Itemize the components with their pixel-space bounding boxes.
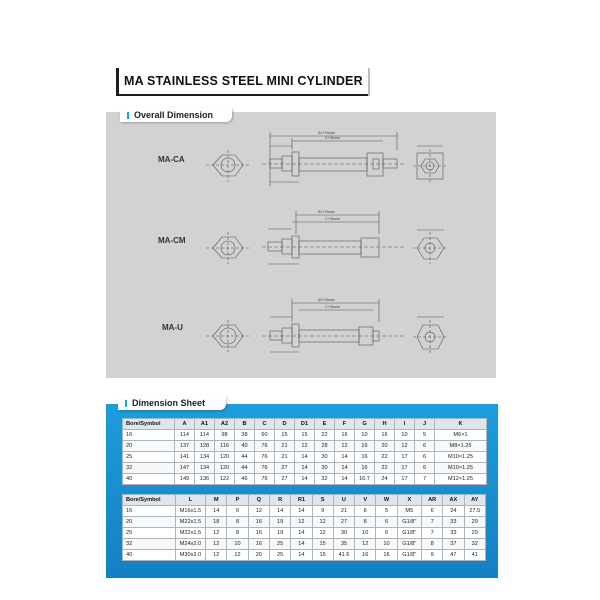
- value-cell: 14: [295, 474, 315, 485]
- dimension-sheet-heading: Dimension Sheet: [132, 398, 206, 408]
- ma-cm-stroke-label-2: C+Stroke: [325, 217, 341, 221]
- value-cell: 137: [175, 441, 195, 452]
- value-cell: 128: [195, 441, 215, 452]
- tab-marker: [127, 112, 129, 119]
- value-cell: 14: [291, 528, 312, 539]
- header-m: M: [206, 495, 227, 506]
- value-cell: 10: [395, 430, 415, 441]
- bore-cell: 32: [123, 463, 175, 474]
- table-2-body: [123, 506, 486, 561]
- value-cell: 120: [215, 463, 235, 474]
- value-cell: 32: [464, 539, 485, 550]
- value-cell: 29: [464, 517, 485, 528]
- value-cell: 17: [395, 463, 415, 474]
- value-cell: 24: [443, 506, 464, 517]
- value-cell: 15: [312, 539, 333, 550]
- value-cell: 76: [255, 474, 275, 485]
- table-header-row: [123, 495, 486, 506]
- bore-cell: 32: [123, 539, 176, 550]
- value-cell: G1/8": [397, 550, 421, 561]
- value-cell: 114: [175, 430, 195, 441]
- value-cell: 37: [443, 539, 464, 550]
- value-cell: 22: [375, 452, 395, 463]
- header-x: X: [397, 495, 421, 506]
- value-cell: 19: [269, 517, 290, 528]
- header-k: K: [435, 419, 487, 430]
- header-a: A: [175, 419, 195, 430]
- table-row: [123, 539, 486, 550]
- value-cell: 10: [355, 430, 375, 441]
- value-cell: 12: [206, 539, 227, 550]
- value-cell: 20: [248, 550, 269, 561]
- value-cell: 17: [395, 474, 415, 485]
- value-cell: 14: [291, 550, 312, 561]
- header-e: E: [315, 419, 335, 430]
- value-cell: 41: [464, 550, 485, 561]
- bore-cell: 40: [123, 474, 175, 485]
- value-cell: 29: [464, 528, 485, 539]
- header-d1: D1: [295, 419, 315, 430]
- value-cell: 16.7: [355, 474, 375, 485]
- header-r1: R1: [291, 495, 312, 506]
- value-cell: 38: [235, 430, 255, 441]
- value-cell: 32: [315, 474, 335, 485]
- value-cell: 60: [255, 430, 275, 441]
- bore-cell: 16: [123, 506, 176, 517]
- value-cell: 76: [255, 452, 275, 463]
- row-label-ma-cm: MA-CM: [158, 236, 186, 245]
- value-cell: 30: [333, 528, 354, 539]
- table-row: [123, 550, 486, 561]
- value-cell: 33: [443, 517, 464, 528]
- header-f: F: [335, 419, 355, 430]
- value-cell: 12: [206, 528, 227, 539]
- value-cell: M16x1.5: [175, 506, 205, 517]
- header-j: J: [415, 419, 435, 430]
- value-cell: G1/8": [397, 539, 421, 550]
- value-cell: 7: [415, 474, 435, 485]
- value-cell: 8: [355, 517, 376, 528]
- value-cell: 12: [312, 517, 333, 528]
- header-ay: AY: [464, 495, 485, 506]
- header-bore-symbol: Bore/Symbol: [123, 419, 175, 430]
- bore-cell: 20: [123, 441, 175, 452]
- value-cell: 116: [215, 441, 235, 452]
- header-d: D: [275, 419, 295, 430]
- page-title: MA STAINLESS STEEL MINI CYLINDER: [124, 74, 363, 88]
- header-c: C: [255, 419, 275, 430]
- value-cell: 8: [227, 517, 248, 528]
- value-cell: 16: [355, 463, 375, 474]
- header-h: H: [375, 419, 395, 430]
- value-cell: 21: [333, 506, 354, 517]
- row-label-ma-ca: MA-CA: [158, 155, 185, 164]
- ma-ca-stroke-label: A1+Stroke: [318, 131, 335, 135]
- bore-cell: 20: [123, 517, 176, 528]
- value-cell: 12: [395, 441, 415, 452]
- value-cell: 149: [175, 474, 195, 485]
- header-q: Q: [248, 495, 269, 506]
- value-cell: 8: [227, 528, 248, 539]
- value-cell: 76: [255, 463, 275, 474]
- value-cell: M6×1: [435, 430, 487, 441]
- table-row: [123, 517, 486, 528]
- value-cell: M12×1.25: [435, 474, 487, 485]
- header-r: R: [269, 495, 290, 506]
- value-cell: 16: [335, 430, 355, 441]
- value-cell: 15: [275, 430, 295, 441]
- value-cell: 10: [376, 539, 397, 550]
- tab-marker: [125, 400, 127, 407]
- value-cell: 7: [421, 528, 442, 539]
- value-cell: 35: [333, 539, 354, 550]
- value-cell: 27.5: [464, 506, 485, 517]
- table-row: [123, 506, 486, 517]
- value-cell: 14: [335, 474, 355, 485]
- value-cell: 6: [415, 463, 435, 474]
- value-cell: 14: [295, 452, 315, 463]
- value-cell: 136: [195, 474, 215, 485]
- value-cell: 12: [335, 441, 355, 452]
- bore-cell: 25: [123, 528, 176, 539]
- dimension-sheet-tab: [118, 396, 226, 410]
- value-cell: 16: [248, 517, 269, 528]
- value-cell: M5: [397, 506, 421, 517]
- value-cell: 16: [355, 452, 375, 463]
- header-ax: AX: [443, 495, 464, 506]
- value-cell: 27: [275, 463, 295, 474]
- header-a1: A1: [195, 419, 215, 430]
- value-cell: 10: [355, 528, 376, 539]
- value-cell: 14: [269, 506, 290, 517]
- value-cell: 14: [206, 506, 227, 517]
- value-cell: 76: [255, 441, 275, 452]
- value-cell: 44: [235, 452, 255, 463]
- value-cell: 6: [227, 506, 248, 517]
- table-row: [123, 474, 487, 485]
- value-cell: 134: [195, 452, 215, 463]
- value-cell: 114: [195, 430, 215, 441]
- header-s: S: [312, 495, 333, 506]
- value-cell: M8×1.25: [435, 441, 487, 452]
- ma-u-stroke-label-2: C+Stroke: [325, 305, 341, 309]
- value-cell: 21: [275, 452, 295, 463]
- value-cell: 141: [175, 452, 195, 463]
- table-header-row: [123, 419, 487, 430]
- value-cell: M30x2.0: [175, 550, 205, 561]
- bore-cell: 16: [123, 430, 175, 441]
- value-cell: 14: [291, 506, 312, 517]
- header-l: L: [175, 495, 205, 506]
- table-row: [123, 452, 487, 463]
- overall-dimension-panel: [106, 112, 496, 378]
- overall-dimension-tab: [120, 108, 232, 122]
- value-cell: 12: [206, 550, 227, 561]
- value-cell: 122: [215, 474, 235, 485]
- value-cell: M24x2.0: [175, 539, 205, 550]
- ma-cm-stroke-label: B1+Stroke: [318, 210, 335, 214]
- value-cell: 6: [421, 506, 442, 517]
- value-cell: 27: [333, 517, 354, 528]
- value-cell: 16: [355, 441, 375, 452]
- value-cell: 30: [315, 463, 335, 474]
- value-cell: 8: [421, 539, 442, 550]
- value-cell: 19: [269, 528, 290, 539]
- value-cell: 6: [376, 528, 397, 539]
- header-p: P: [227, 495, 248, 506]
- value-cell: 46: [235, 474, 255, 485]
- header-ar: AR: [421, 495, 442, 506]
- dimension-table-2: [122, 494, 486, 561]
- table-row: [123, 430, 487, 441]
- title-bar-right: [368, 68, 370, 96]
- value-cell: 24: [375, 474, 395, 485]
- dimension-table-1: [122, 418, 487, 485]
- value-cell: 5: [376, 506, 397, 517]
- value-cell: 17: [395, 452, 415, 463]
- value-cell: 25: [269, 550, 290, 561]
- value-cell: 147: [175, 463, 195, 474]
- bore-cell: 40: [123, 550, 176, 561]
- value-cell: 12: [312, 528, 333, 539]
- value-cell: M22x1.5: [175, 528, 205, 539]
- value-cell: 6: [355, 506, 376, 517]
- header-v: V: [355, 495, 376, 506]
- header-w: W: [376, 495, 397, 506]
- title-bar-left: [116, 68, 119, 96]
- header-b: B: [235, 419, 255, 430]
- value-cell: 12: [227, 550, 248, 561]
- value-cell: 33: [443, 528, 464, 539]
- value-cell: 16: [375, 430, 395, 441]
- value-cell: 21: [275, 441, 295, 452]
- value-cell: 5: [415, 430, 435, 441]
- value-cell: 10: [227, 539, 248, 550]
- value-cell: 14: [335, 463, 355, 474]
- ma-ca-stroke-label-2: C+Stroke: [325, 136, 341, 140]
- value-cell: 12: [248, 506, 269, 517]
- value-cell: 30: [315, 452, 335, 463]
- title-bar-bottom: [116, 94, 370, 96]
- value-cell: 18: [206, 517, 227, 528]
- value-cell: 6: [415, 441, 435, 452]
- header-u: U: [333, 495, 354, 506]
- value-cell: 12: [295, 441, 315, 452]
- table-row: [123, 528, 486, 539]
- value-cell: 7: [421, 517, 442, 528]
- row-label-ma-u: MA-U: [162, 323, 183, 332]
- value-cell: 28: [315, 441, 335, 452]
- overall-dimension-heading: Overall Dimension: [134, 110, 214, 120]
- value-cell: 14: [295, 463, 315, 474]
- table-1-body: [123, 430, 487, 485]
- value-cell: M10×1.25: [435, 452, 487, 463]
- value-cell: 14: [335, 452, 355, 463]
- value-cell: 15: [312, 550, 333, 561]
- value-cell: 134: [195, 463, 215, 474]
- value-cell: M10×1.25: [435, 463, 487, 474]
- value-cell: 12: [355, 539, 376, 550]
- value-cell: 20: [375, 441, 395, 452]
- title-frame: [116, 68, 370, 96]
- value-cell: 16: [248, 528, 269, 539]
- table-row: [123, 463, 487, 474]
- value-cell: 22: [375, 463, 395, 474]
- value-cell: 44: [235, 463, 255, 474]
- value-cell: 6: [376, 517, 397, 528]
- table-row: [123, 441, 487, 452]
- value-cell: 16: [376, 550, 397, 561]
- bore-cell: 25: [123, 452, 175, 463]
- value-cell: 41.6: [333, 550, 354, 561]
- header-g: G: [355, 419, 375, 430]
- value-cell: 22: [315, 430, 335, 441]
- value-cell: G1/8": [397, 528, 421, 539]
- header-a2: A2: [215, 419, 235, 430]
- value-cell: G1/8": [397, 517, 421, 528]
- value-cell: 47: [443, 550, 464, 561]
- value-cell: 27: [275, 474, 295, 485]
- value-cell: 16: [355, 550, 376, 561]
- value-cell: 25: [269, 539, 290, 550]
- value-cell: 12: [291, 517, 312, 528]
- value-cell: 16: [248, 539, 269, 550]
- value-cell: 6: [415, 452, 435, 463]
- value-cell: 9: [421, 550, 442, 561]
- ma-u-stroke-label: A2+Stroke: [318, 298, 335, 302]
- value-cell: 98: [215, 430, 235, 441]
- value-cell: 9: [312, 506, 333, 517]
- value-cell: M22x1.5: [175, 517, 205, 528]
- value-cell: 120: [215, 452, 235, 463]
- value-cell: 14: [291, 539, 312, 550]
- value-cell: 40: [235, 441, 255, 452]
- header-i: I: [395, 419, 415, 430]
- value-cell: 15: [295, 430, 315, 441]
- header-bore-symbol: Bore/Symbol: [123, 495, 176, 506]
